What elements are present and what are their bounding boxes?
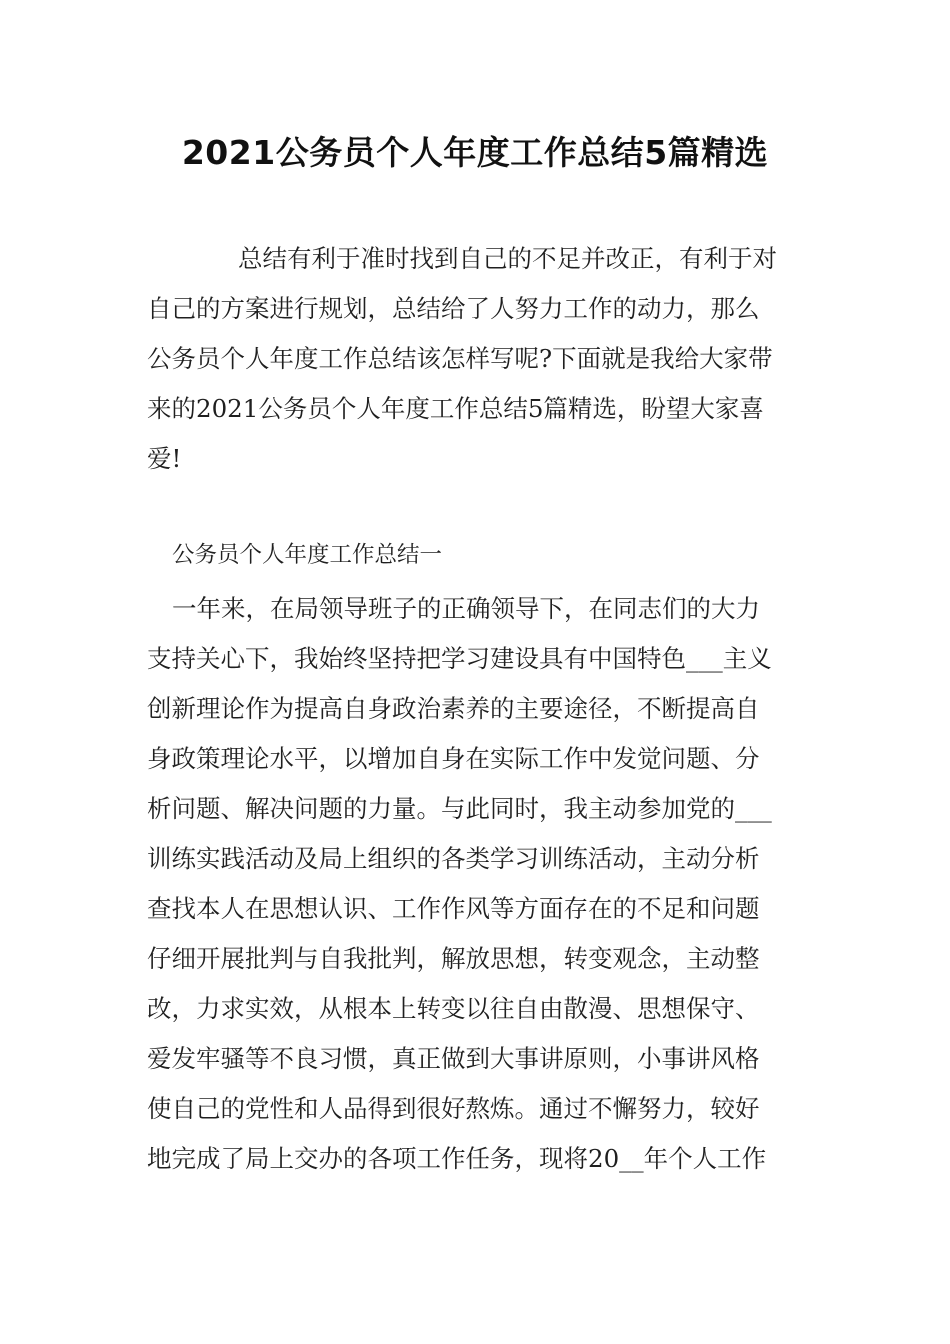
body-line-9: 改，力求实效，从根本上转变以往自由散漫、思想保守、 (147, 994, 760, 1023)
document-title: 2021公务员个人年度工作总结5篇精选 (181, 133, 769, 172)
intro-line-2: 自己的方案进行规划，总结给了人努力工作的动力，那么 (147, 294, 760, 323)
body-line-5: 析问题、解决问题的力量。与此同时，我主动参加党的___ (147, 794, 772, 823)
body-line-6: 训练实践活动及局上组织的各类学习训练活动，主动分析 (147, 844, 760, 873)
body-line-1: 一年来，在局领导班子的正确领导下，在同志们的大力 (172, 594, 760, 623)
body-line-11: 使自己的党性和人品得到很好熬炼。通过不懈努力，较好 (147, 1094, 760, 1123)
intro-line-3: 公务员个人年度工作总结该怎样写呢?下面就是我给大家带 (147, 344, 773, 373)
body-line-10: 爱发牢骚等不良习惯，真正做到大事讲原则，小事讲风格 (147, 1044, 760, 1073)
section-heading: 公务员个人年度工作总结一 (172, 542, 443, 568)
body-line-8: 仔细开展批判与自我批判，解放思想，转变观念，主动整 (147, 944, 760, 973)
body-line-7: 查找本人在思想认识、工作作风等方面存在的不足和问题 (147, 894, 760, 923)
body-line-3: 创新理论作为提高自身政治素养的主要途径，不断提高自 (147, 694, 760, 723)
intro-line-1: 总结有利于准时找到自己的不足并改正，有利于对 (238, 244, 777, 273)
body-line-4: 身政策理论水平，以增加自身在实际工作中发觉问题、分 (147, 744, 760, 773)
body-line-12: 地完成了局上交办的各项工作任务，现将20__年个人工作 (147, 1144, 767, 1173)
intro-line-4: 来的2021公务员个人年度工作总结5篇精选，盼望大家喜 (147, 394, 764, 423)
intro-line-5: 爱! (147, 444, 182, 473)
body-line-2: 支持关心下，我始终坚持把学习建设具有中国特色___主义 (147, 644, 772, 673)
